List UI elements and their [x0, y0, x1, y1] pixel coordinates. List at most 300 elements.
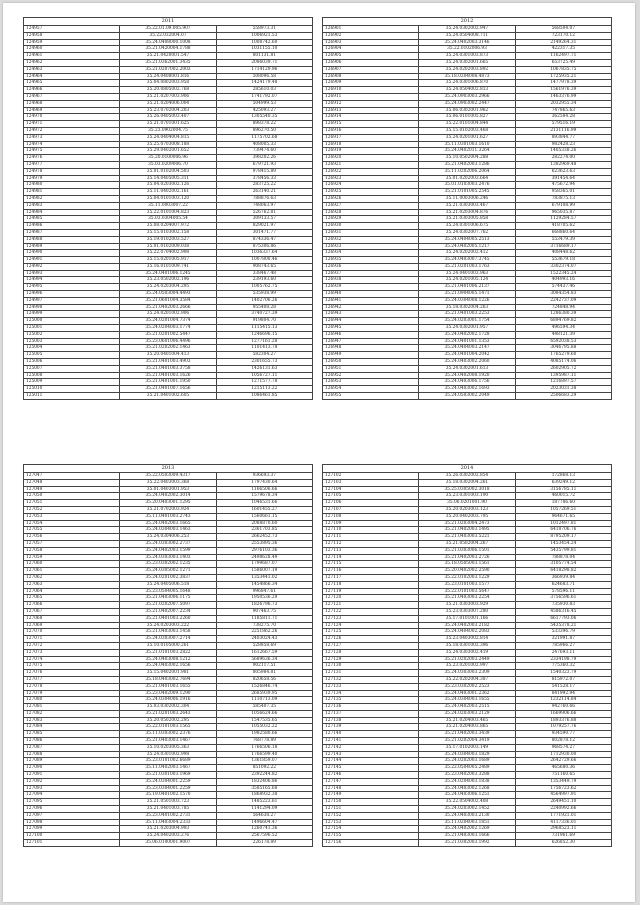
- table-row: [323, 527, 612, 534]
- table-row: [24, 59, 313, 66]
- table-row: [323, 352, 612, 359]
- record-id-cell: 125007: [24, 365, 120, 372]
- table-row: [323, 772, 612, 779]
- amount-cell: 653725.49: [515, 59, 611, 66]
- amount-cell: 378456.33: [216, 175, 312, 182]
- code-cell: 35.21.0601004.3584: [120, 297, 216, 304]
- amount-cell: 739474.60: [216, 148, 312, 155]
- amount-cell: 408448.62: [515, 250, 611, 257]
- code-cell: 35.15.0103002.158: [120, 229, 216, 236]
- table-row: [323, 506, 612, 513]
- amount-cell: 968574.27: [515, 744, 611, 751]
- record-id-cell: 127121: [323, 602, 419, 609]
- record-id-cell: 127138: [323, 717, 419, 724]
- record-id-cell: 127147: [323, 778, 419, 785]
- record-id-cell: 127115: [323, 561, 419, 568]
- code-cell: 35.04.0203002.126: [120, 182, 216, 189]
- amount-cell: 1741792.07: [216, 93, 312, 100]
- amount-cell: 1526846.74: [216, 683, 312, 690]
- code-cell: 35.24.0302002.947: [419, 26, 515, 33]
- code-cell: 35.21.0202003.2449: [419, 656, 515, 663]
- code-cell: 35.20.0805002.768: [120, 87, 216, 94]
- record-id-cell: 127079: [24, 690, 120, 697]
- table-row: [24, 325, 313, 332]
- table-row: [323, 738, 612, 745]
- header-row: [323, 465, 612, 473]
- code-cell: 35.21.0401003.1626: [120, 372, 216, 379]
- record-id-cell: 124966: [24, 87, 120, 94]
- table-row: [323, 826, 612, 833]
- code-cell: 35.11.0202006.2064: [419, 168, 515, 175]
- record-id-cell: 124977: [24, 161, 120, 168]
- table-row: [24, 574, 313, 581]
- record-id-cell: 126950: [323, 359, 419, 366]
- code-cell: 35.20.0203003.123: [419, 506, 515, 513]
- table-row: [24, 148, 313, 155]
- amount-cell: 3302374.07: [515, 263, 611, 270]
- table-row: [24, 379, 313, 386]
- table-row: [24, 257, 313, 264]
- record-id-cell: 127058: [24, 547, 120, 554]
- code-cell: 35.18.0302004.263: [419, 304, 515, 311]
- table-row: [323, 39, 612, 46]
- amount-cell: 1232114.84: [515, 697, 611, 704]
- header-row: [323, 18, 612, 26]
- table-row: [24, 615, 313, 622]
- code-cell: 35.21.0401003.1655: [120, 683, 216, 690]
- code-cell: 35.24.0302007.762: [419, 229, 515, 236]
- record-id-cell: 124975: [24, 148, 120, 155]
- amount-cell: 1669906.66: [515, 710, 611, 717]
- record-id-cell: 126927: [323, 202, 419, 209]
- amount-cell: 4117336.01: [515, 819, 611, 826]
- code-cell: 35.24.0301003.873: [419, 53, 515, 60]
- amount-cell: 533396.79: [515, 629, 611, 636]
- table-row: [323, 32, 612, 39]
- record-id-cell: 127149: [323, 792, 419, 799]
- table-row: [24, 263, 313, 270]
- amount-cell: 1086461.85: [216, 393, 312, 400]
- code-cell: 35.24.0304003.1655: [419, 697, 515, 704]
- amount-cell: 2086039.71: [216, 59, 312, 66]
- table-row: [24, 663, 313, 670]
- amount-cell: 496594.34: [515, 325, 611, 332]
- code-cell: 35.21.0201003.1763: [419, 263, 515, 270]
- table-row: [24, 53, 313, 60]
- code-cell: 35.24.0204003.1838: [419, 778, 515, 785]
- record-id-cell: 127085: [24, 731, 120, 738]
- amount-cell: 5435799.81: [515, 547, 611, 554]
- record-id-cell: 126912: [323, 100, 419, 107]
- amount-cell: 2976103.36: [216, 547, 312, 554]
- amount-cell: 408005.33: [216, 141, 312, 148]
- table-row: [24, 32, 313, 39]
- code-cell: 35.20.0402002.2590: [419, 568, 515, 575]
- record-id-cell: 124973: [24, 134, 120, 141]
- table-row: [323, 785, 612, 792]
- code-cell: 35.21.0201002.5447: [120, 331, 216, 338]
- code-cell: 35.24.0403002.1268: [419, 785, 515, 792]
- table-row: [323, 365, 612, 372]
- table-row: [24, 656, 313, 663]
- amount-cell: 893844.77: [515, 134, 611, 141]
- record-id-cell: 127069: [24, 622, 120, 629]
- record-id-cell: 127070: [24, 629, 120, 636]
- code-cell: 35.21.0207003.906: [120, 93, 216, 100]
- record-id-cell: 127084: [24, 724, 120, 731]
- table-row: [323, 670, 612, 677]
- record-id-cell: 126941: [323, 297, 419, 304]
- amount-cell: 1426131.63: [216, 365, 312, 372]
- amount-cell: 1079257.76: [515, 724, 611, 731]
- table-row: [24, 473, 313, 480]
- code-cell: 35.24.0304006.253: [120, 534, 216, 541]
- code-cell: 35.24.0402003.3146: [419, 39, 515, 46]
- table-row: [24, 588, 313, 595]
- record-id-cell: 126909: [323, 80, 419, 87]
- record-id-cell: 126953: [323, 379, 419, 386]
- amount-cell: 3046795.88: [515, 345, 611, 352]
- table-row: [323, 629, 612, 636]
- code-cell: 35.26.0405003.407: [120, 114, 216, 121]
- table-row: [24, 710, 313, 717]
- amount-cell: 1110713.09: [216, 697, 312, 704]
- code-cell: 35.23.0502002.196: [120, 277, 216, 284]
- amount-cell: 1868932.38: [216, 792, 312, 799]
- amount-cell: 2023031.38: [515, 386, 611, 393]
- record-id-cell: 126944: [323, 318, 419, 325]
- record-id-cell: 124995: [24, 284, 120, 291]
- amount-cell: 578596.11: [515, 588, 611, 595]
- amount-cell: 723170.12: [515, 32, 611, 39]
- record-id-cell: 127136: [323, 704, 419, 711]
- code-cell: 35.24.0303007.2714: [120, 636, 216, 643]
- code-cell: 35.20.0502002.295: [120, 717, 216, 724]
- code-cell: 35.01.0102009.038: [120, 243, 216, 250]
- record-id-cell: 126924: [323, 182, 419, 189]
- record-id-cell: 124991: [24, 257, 120, 264]
- table-row: [323, 195, 612, 202]
- code-cell: 35.23.0302002.1235: [120, 561, 216, 568]
- code-cell: 35.23.0301003.190: [419, 493, 515, 500]
- record-id-cell: 124969: [24, 107, 120, 114]
- table-row: [323, 676, 612, 683]
- code-cell: 35.24.0303003.1403: [120, 554, 216, 561]
- amount-cell: 2403024.43: [216, 636, 312, 643]
- code-cell: 35.24.0403002.1656: [120, 663, 216, 670]
- table-row: [323, 93, 612, 100]
- code-cell: 35.18.0505003.1561: [419, 561, 515, 568]
- record-id-cell: 126949: [323, 352, 419, 359]
- table-row: [24, 277, 313, 284]
- record-id-cell: 126931: [323, 229, 419, 236]
- amount-cell: 1612667.59: [216, 649, 312, 656]
- amount-cell: 3740727.39: [216, 311, 312, 318]
- record-id-cell: 127068: [24, 615, 120, 622]
- table-row: [24, 134, 313, 141]
- code-cell: 35.24.0402002.3014: [120, 493, 216, 500]
- table-row: [323, 540, 612, 547]
- amount-cell: 425093.27: [216, 107, 312, 114]
- table-row: [323, 250, 612, 257]
- amount-cell: 2361703.85: [216, 527, 312, 534]
- code-cell: 35.24.0403006.1756: [419, 379, 515, 386]
- record-id-cell: 127145: [323, 765, 419, 772]
- table-row: [323, 595, 612, 602]
- data-table: [322, 17, 612, 400]
- record-id-cell: 124964: [24, 73, 120, 80]
- code-cell: 35.24.0401006.1245: [120, 270, 216, 277]
- record-id-cell: 127110: [323, 527, 419, 534]
- code-cell: 35.24.0301006.870: [419, 80, 515, 87]
- record-id-cell: 127050: [24, 493, 120, 500]
- code-cell: 35.21.0402003.1286: [419, 161, 515, 168]
- code-cell: 35.24.0504008.711: [419, 32, 515, 39]
- record-id-cell: 127102: [323, 473, 419, 480]
- amount-cell: 1036337.64: [216, 250, 312, 257]
- amount-cell: 1057269.51: [515, 506, 611, 513]
- code-cell: 35.24.0304003.1463: [120, 527, 216, 534]
- amount-cell: 783875.13: [515, 195, 611, 202]
- code-cell: 35.29.0402001.652: [120, 148, 216, 155]
- data-table: [322, 464, 612, 847]
- amount-cell: 829021.97: [216, 223, 312, 230]
- amount-cell: 366939.84: [515, 574, 611, 581]
- amount-cell: 1395987.11: [515, 372, 611, 379]
- record-id-cell: 127052: [24, 506, 120, 513]
- amount-cell: 679108.99: [515, 202, 611, 209]
- amount-cell: 247693.11: [515, 649, 611, 656]
- table-row: [24, 602, 313, 609]
- record-id-cell: 124986: [24, 223, 120, 230]
- record-id-cell: 127092: [24, 778, 120, 785]
- record-id-cell: 127048: [24, 479, 120, 486]
- amount-cell: 1496604.47: [216, 819, 312, 826]
- record-id-cell: 127125: [323, 629, 419, 636]
- code-cell: 35.24.0402003.1599: [120, 547, 216, 554]
- record-id-cell: 126946: [323, 331, 419, 338]
- amount-cell: 6592038.53: [515, 338, 611, 345]
- record-id-cell: 124957: [24, 26, 120, 33]
- amount-cell: 898378.22: [216, 121, 312, 128]
- code-cell: 35.10.0105000.261: [120, 642, 216, 649]
- table-row: [24, 595, 313, 602]
- amount-cell: 805984.81: [216, 670, 312, 677]
- amount-cell: 226178.89: [216, 840, 312, 847]
- table-row: [24, 168, 313, 175]
- record-id-cell: 127141: [323, 738, 419, 745]
- amount-cell: 6894769.82: [515, 318, 611, 325]
- amount-cell: 775360.32: [515, 663, 611, 670]
- amount-cell: 1766599.40: [216, 751, 312, 758]
- code-cell: 35.24.0401003.963: [419, 270, 515, 277]
- table-row: [24, 758, 313, 765]
- code-cell: 35.23.0401002.2731: [120, 812, 216, 819]
- table-row: [323, 806, 612, 813]
- table-row: [323, 87, 612, 94]
- amount-cell: 785966.27: [515, 642, 611, 649]
- amount-cell: 896270.50: [216, 127, 312, 134]
- record-id-cell: 124989: [24, 243, 120, 250]
- code-cell: 35.24.0403003.2130: [419, 812, 515, 819]
- record-id-cell: 127062: [24, 574, 120, 581]
- amount-cell: 802878.12: [515, 738, 611, 745]
- code-cell: 35.21.0204003.465: [419, 717, 515, 724]
- record-id-cell: 127086: [24, 738, 120, 745]
- code-cell: 35.21.0362001.3435: [120, 59, 216, 66]
- code-cell: 35.21.0202002.1463: [120, 345, 216, 352]
- amount-cell: 398202.26: [216, 155, 312, 162]
- amount-cell: 2251862.26: [216, 629, 312, 636]
- record-id-cell: 125000: [24, 318, 120, 325]
- code-cell: 35.24.0903002.2447: [419, 100, 515, 107]
- amount-cell: 1485223.61: [216, 799, 312, 806]
- record-id-cell: 127124: [323, 622, 419, 629]
- amount-cell: 919804.70: [216, 318, 312, 325]
- table-row: [323, 608, 612, 615]
- record-id-cell: 127075: [24, 663, 120, 670]
- table-row: [323, 263, 612, 270]
- amount-cell: 2242737.09: [515, 297, 611, 304]
- record-id-cell: 126947: [323, 338, 419, 345]
- amount-cell: 1056727.11: [216, 372, 312, 379]
- table-row: [24, 311, 313, 318]
- amount-cell: 902117.51: [216, 663, 312, 670]
- record-id-cell: 127111: [323, 534, 419, 541]
- table-row: [323, 331, 612, 338]
- table-row: [323, 615, 612, 622]
- code-cell: 35.06.0101005.827: [419, 114, 515, 121]
- table-row: [24, 506, 313, 513]
- amount-cell: 5435378.21: [515, 622, 611, 629]
- record-id-cell: 127114: [323, 554, 419, 561]
- year-header: 2012: [323, 18, 612, 26]
- amount-cell: 1950536.29: [216, 595, 312, 602]
- amount-cell: 448121.39: [515, 331, 611, 338]
- code-cell: 35.21.0403006.1175: [120, 595, 216, 602]
- amount-cell: 4586316.45: [515, 608, 611, 615]
- code-cell: 35.23.0902004.75: [120, 127, 216, 134]
- table-row: [24, 345, 313, 352]
- record-id-cell: 127081: [24, 704, 120, 711]
- table-row: [24, 683, 313, 690]
- table-row: [24, 493, 313, 500]
- amount-cell: 851092.22: [216, 765, 312, 772]
- amount-cell: 1175702.68: [216, 134, 312, 141]
- table-row: [24, 676, 313, 683]
- amount-cell: 1162497.71: [515, 53, 611, 60]
- record-id-cell: 127140: [323, 731, 419, 738]
- record-id-cell: 126911: [323, 93, 419, 100]
- record-id-cell: 124984: [24, 209, 120, 216]
- code-cell: 35.23.0302002.2523: [419, 683, 515, 690]
- amount-cell: 874336.47: [216, 236, 312, 243]
- amount-cell: 1215113.22: [216, 386, 312, 393]
- code-cell: 35.24.0403008.1212: [120, 656, 216, 663]
- record-id-cell: 127096: [24, 806, 120, 813]
- code-cell: 35.22.01.09.005.907: [120, 26, 216, 33]
- code-cell: 35.21.0403003.2254: [419, 595, 515, 602]
- record-id-cell: 126951: [323, 365, 419, 372]
- table-row: [323, 656, 612, 663]
- record-id-cell: 126919: [323, 148, 419, 155]
- year-header: 2011: [24, 18, 313, 26]
- code-cell: 35.11.0003007.22: [120, 202, 216, 209]
- record-id-cell: 127137: [323, 710, 419, 717]
- record-id-cell: 126907: [323, 66, 419, 73]
- code-cell: 35.25.0703008.188: [120, 141, 216, 148]
- record-id-cell: 127135: [323, 697, 419, 704]
- code-cell: 35.21.0402003.3439: [419, 731, 515, 738]
- amount-cell: 1463376.99: [515, 93, 611, 100]
- record-id-cell: 127133: [323, 683, 419, 690]
- table-row: [24, 359, 313, 366]
- amount-cell: 1067835.75: [515, 66, 611, 73]
- table-row: [24, 765, 313, 772]
- amount-cell: 978415.89: [216, 168, 312, 175]
- record-id-cell: 126903: [323, 39, 419, 46]
- amount-cell: 1305540.35: [216, 114, 312, 121]
- code-cell: 35.24.0303002.2737: [120, 540, 216, 547]
- record-id-cell: 127130: [323, 663, 419, 670]
- record-id-cell: 127091: [24, 772, 120, 779]
- record-id-cell: 126934: [323, 250, 419, 257]
- table-row: [323, 338, 612, 345]
- table-row: [323, 80, 612, 87]
- code-cell: 35.24.0403002.2060: [419, 359, 515, 366]
- amount-cell: 582304.27: [216, 352, 312, 359]
- record-id-cell: 124960: [24, 46, 120, 53]
- code-cell: 35.18.0403002.7694: [120, 676, 216, 683]
- code-cell: 35.21.0203004.2473: [419, 520, 515, 527]
- amount-cell: 2088870.60: [216, 520, 312, 527]
- record-id-cell: 126923: [323, 175, 419, 182]
- code-cell: 35.20.0100006.96: [120, 155, 216, 162]
- record-id-cell: 127153: [323, 819, 419, 826]
- amount-cell: 1712930.00: [515, 751, 611, 758]
- record-id-cell: 127128: [323, 649, 419, 656]
- amount-cell: 748063.97: [216, 202, 312, 209]
- table-row: [323, 148, 612, 155]
- code-cell: 35.15.0201005.917: [120, 257, 216, 264]
- table-row: [24, 100, 313, 107]
- record-id-cell: 126902: [323, 32, 419, 39]
- code-cell: 35.21.0403003.1666: [419, 833, 515, 840]
- code-cell: 35.03.0209006.70: [120, 161, 216, 168]
- code-cell: 35.24.0404005.2513: [419, 236, 515, 243]
- code-cell: 35.21.0101005.2545: [419, 189, 515, 196]
- record-id-cell: 124983: [24, 202, 120, 209]
- record-id-cell: 127063: [24, 581, 120, 588]
- code-cell: 35.21.0303003.929: [419, 602, 515, 609]
- code-cell: 35.21.0101003.2822: [120, 649, 216, 656]
- code-cell: 35.21.0207002.2003: [120, 66, 216, 73]
- code-cell: 35.24.0304003.1829: [419, 751, 515, 758]
- code-cell: 35.15.0102003.468: [419, 127, 515, 134]
- code-cell: 35.23.0303007.280: [419, 608, 515, 615]
- amount-cell: 1540323.79: [515, 670, 611, 677]
- code-cell: 35.20.0402003.795: [419, 513, 515, 520]
- record-id-cell: 124994: [24, 277, 120, 284]
- amount-cell: 553679.18: [515, 257, 611, 264]
- code-cell: 35.22.0101003.5647: [419, 588, 515, 595]
- table-row: [24, 744, 313, 751]
- table-row: [323, 534, 612, 541]
- code-cell: 35.24.0402003.1665: [120, 520, 216, 527]
- amount-cell: 788876.63: [216, 195, 312, 202]
- code-cell: 35.22.0101003.1565: [120, 724, 216, 731]
- record-id-cell: 124961: [24, 53, 120, 60]
